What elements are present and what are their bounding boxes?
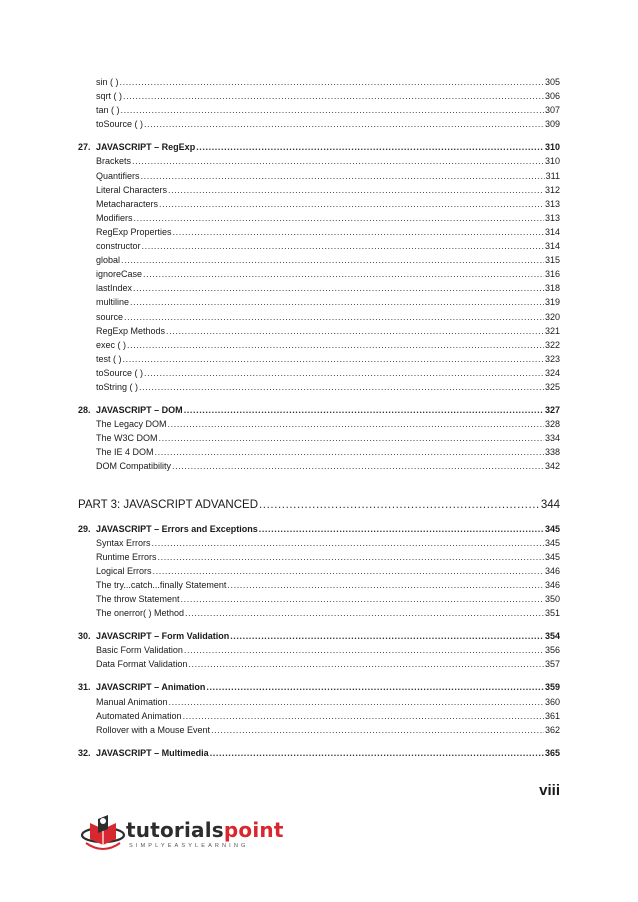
toc-entry[interactable] bbox=[78, 352, 560, 366]
toc-page-number: 306 bbox=[544, 91, 560, 102]
toc-entry-title: RegExp Properties bbox=[96, 226, 172, 237]
chapter-number: 29. bbox=[78, 523, 91, 534]
toc-entry[interactable] bbox=[78, 324, 560, 338]
dot-leader bbox=[168, 183, 544, 197]
chapter-number: 31. bbox=[78, 682, 91, 693]
toc-entry-title: The Legacy DOM bbox=[96, 419, 167, 430]
toc-page-number: 327 bbox=[544, 405, 560, 416]
dot-leader bbox=[133, 281, 544, 295]
toc-entry[interactable] bbox=[78, 366, 560, 380]
toc-entry-title: toSource ( ) bbox=[96, 119, 144, 130]
dot-leader bbox=[206, 680, 544, 694]
chapter-title: JAVASCRIPT – Multimedia bbox=[96, 747, 209, 758]
toc-entry[interactable] bbox=[78, 459, 560, 473]
toc-page-number: 311 bbox=[545, 170, 560, 181]
toc-entry[interactable] bbox=[78, 709, 560, 723]
dot-leader bbox=[142, 239, 544, 253]
chapter-number: 30. bbox=[78, 631, 91, 642]
toc-entry-title: RegExp Methods bbox=[96, 325, 166, 336]
dot-leader bbox=[173, 225, 544, 239]
toc-page-number: 325 bbox=[544, 381, 560, 392]
toc-page-number: 313 bbox=[544, 212, 560, 223]
toc-page-number: 359 bbox=[544, 682, 560, 693]
toc-entry[interactable] bbox=[78, 536, 560, 550]
toc-entry[interactable] bbox=[78, 657, 560, 671]
dot-leader bbox=[144, 366, 544, 380]
toc-page-number: 350 bbox=[544, 594, 560, 604]
toc-page-number: 345 bbox=[544, 537, 560, 548]
toc-entry-title: tan ( ) bbox=[96, 105, 120, 116]
dot-leader bbox=[259, 522, 544, 536]
dot-leader bbox=[196, 140, 544, 154]
toc-entry[interactable] bbox=[78, 310, 560, 324]
chapter-number: 27. bbox=[78, 142, 91, 153]
toc-entry-title: The try...catch...finally Statement bbox=[96, 579, 227, 590]
toc-page-number: 351 bbox=[544, 608, 560, 619]
toc-entry-title: Basic Form Validation bbox=[96, 645, 183, 656]
dot-leader bbox=[210, 746, 544, 760]
toc-page-number: 305 bbox=[544, 77, 560, 87]
toc-entry[interactable] bbox=[78, 564, 560, 578]
toc-entry[interactable] bbox=[78, 253, 560, 267]
toc-entry[interactable] bbox=[78, 643, 560, 657]
toc-entry-title: lastIndex bbox=[96, 283, 133, 294]
chapter-title: JAVASCRIPT – Errors and Exceptions bbox=[96, 523, 258, 534]
toc-page-number: 354 bbox=[544, 631, 560, 642]
toc-entry-title: multiline bbox=[96, 297, 130, 308]
toc-entry-title: The onerror( ) Method bbox=[96, 608, 185, 619]
toc-page-number: 362 bbox=[544, 724, 560, 735]
toc-entry-title bbox=[78, 522, 258, 536]
toc-entry-title bbox=[78, 403, 183, 417]
toc-page-number: 318 bbox=[544, 283, 560, 294]
toc-entry-title: Modifiers bbox=[96, 212, 133, 223]
toc-entry-title: The IE 4 DOM bbox=[96, 447, 154, 458]
toc-page-number: 314 bbox=[544, 226, 560, 237]
toc-chapter[interactable] bbox=[78, 680, 560, 694]
chapter-title: JAVASCRIPT – Animation bbox=[96, 682, 206, 693]
toc-chapter[interactable] bbox=[78, 140, 560, 154]
dot-leader bbox=[121, 103, 544, 117]
toc-entry-title bbox=[78, 629, 229, 643]
toc-part[interactable] bbox=[78, 497, 560, 513]
toc-entry[interactable] bbox=[78, 183, 560, 197]
toc-page-number: 310 bbox=[544, 156, 560, 167]
dot-leader bbox=[143, 267, 544, 281]
dot-leader bbox=[144, 117, 544, 131]
toc-entry[interactable] bbox=[78, 578, 560, 592]
toc-entry-title: exec ( ) bbox=[96, 339, 127, 350]
toc-entry[interactable] bbox=[78, 211, 560, 225]
dot-leader bbox=[230, 629, 544, 643]
dot-leader bbox=[159, 431, 544, 445]
table-of-contents bbox=[78, 75, 560, 760]
dot-leader bbox=[127, 338, 544, 352]
toc-entry[interactable] bbox=[78, 695, 560, 709]
toc-page-number: 312 bbox=[544, 184, 560, 195]
toc-entry-title: Data Format Validation bbox=[96, 659, 188, 670]
toc-chapter[interactable] bbox=[78, 522, 560, 536]
toc-entry[interactable] bbox=[78, 295, 560, 309]
toc-page-number: 316 bbox=[544, 269, 560, 280]
toc-entry-title: Brackets bbox=[96, 156, 132, 167]
toc-entry-title: source bbox=[96, 311, 124, 322]
dot-leader bbox=[184, 643, 544, 657]
toc-page-number: 344 bbox=[540, 498, 560, 511]
toc-entry-title: Quantifiers bbox=[96, 170, 140, 181]
toc-page-number: 345 bbox=[544, 551, 560, 562]
toc-page-number: 310 bbox=[544, 142, 560, 153]
toc-entry[interactable] bbox=[78, 169, 560, 183]
dot-leader bbox=[130, 295, 544, 309]
toc-chapter[interactable] bbox=[78, 629, 560, 643]
dot-leader bbox=[120, 75, 544, 89]
dot-leader bbox=[168, 417, 544, 431]
toc-page-number: 345 bbox=[544, 523, 560, 534]
toc-page-number: 323 bbox=[544, 353, 560, 364]
page-number: viii bbox=[539, 782, 560, 799]
toc-entry[interactable] bbox=[78, 445, 560, 459]
logo-wordmark bbox=[126, 818, 284, 842]
dot-leader bbox=[227, 578, 544, 592]
toc-chapter[interactable] bbox=[78, 746, 560, 760]
toc-page-number: 346 bbox=[544, 579, 560, 590]
dot-leader bbox=[169, 695, 544, 709]
chapter-title: JAVASCRIPT – RegExp bbox=[96, 142, 196, 153]
toc-page-number: 322 bbox=[544, 339, 560, 350]
toc-page-number: 361 bbox=[544, 710, 560, 721]
toc-entry-title bbox=[78, 746, 209, 760]
toc-entry-title: The throw Statement bbox=[96, 594, 180, 604]
toc-page-number: 320 bbox=[544, 311, 560, 322]
dot-leader bbox=[124, 310, 544, 324]
logo-emblem-icon bbox=[80, 809, 126, 857]
toc-entry-title: Manual Animation bbox=[96, 696, 168, 707]
toc-page-number: 315 bbox=[544, 255, 560, 266]
toc-page-number: 365 bbox=[544, 747, 560, 758]
toc-entry[interactable] bbox=[78, 550, 560, 564]
toc-page-number: 313 bbox=[544, 198, 560, 209]
toc-page-number: 328 bbox=[544, 419, 560, 430]
toc-entry[interactable] bbox=[78, 723, 560, 737]
toc-entry[interactable] bbox=[78, 75, 560, 89]
toc-entry[interactable] bbox=[78, 338, 560, 352]
dot-leader bbox=[139, 380, 544, 394]
toc-entry[interactable] bbox=[78, 239, 560, 253]
toc-entry-title: Rollover with a Mouse Event bbox=[96, 724, 211, 735]
dot-leader bbox=[172, 459, 544, 473]
toc-entry-title: toSource ( ) bbox=[96, 367, 144, 378]
dot-leader bbox=[155, 445, 544, 459]
toc-entry[interactable] bbox=[78, 380, 560, 394]
toc-chapter[interactable] bbox=[78, 403, 560, 417]
toc-page-number: 319 bbox=[544, 297, 560, 308]
toc-entry[interactable] bbox=[78, 606, 560, 620]
toc-page-number: 338 bbox=[544, 447, 560, 458]
toc-entry-title bbox=[78, 680, 205, 694]
dot-leader bbox=[121, 253, 544, 267]
dot-leader bbox=[152, 536, 544, 550]
toc-entry[interactable] bbox=[78, 117, 560, 131]
toc-entry[interactable] bbox=[78, 154, 560, 168]
toc-page-number: 342 bbox=[544, 461, 560, 472]
toc-entry-title: DOM Compatibility bbox=[96, 461, 172, 472]
toc-entry[interactable] bbox=[78, 267, 560, 281]
toc-entry-title: Automated Animation bbox=[96, 710, 182, 721]
tutorialspoint-logo[interactable] bbox=[80, 807, 284, 859]
toc-entry-title: constructor bbox=[96, 241, 141, 252]
toc-entry-title: sin ( ) bbox=[96, 77, 119, 87]
toc-entry[interactable] bbox=[78, 281, 560, 295]
toc-page-number: 360 bbox=[544, 696, 560, 707]
toc-entry-title: Syntax Errors bbox=[96, 537, 151, 548]
toc-entry[interactable] bbox=[78, 197, 560, 211]
toc-page-number: 307 bbox=[544, 105, 560, 116]
dot-leader bbox=[159, 197, 544, 211]
dot-leader bbox=[132, 154, 544, 168]
toc-entry-title: Runtime Errors bbox=[96, 551, 157, 562]
dot-leader bbox=[188, 657, 544, 671]
toc-entry[interactable] bbox=[78, 592, 560, 606]
toc-page-number: 321 bbox=[544, 325, 560, 336]
toc-page-number: 356 bbox=[544, 645, 560, 656]
dot-leader bbox=[123, 89, 544, 103]
toc-entry-title: toString ( ) bbox=[96, 381, 139, 392]
dot-leader bbox=[183, 709, 544, 723]
toc-entry-title: Metacharacters bbox=[96, 198, 159, 209]
toc-entry-title: The W3C DOM bbox=[96, 433, 158, 444]
toc-entry[interactable] bbox=[78, 103, 560, 117]
logo-tagline: SIMPLYEASYLEARNING bbox=[129, 843, 249, 849]
toc-page-number: 324 bbox=[544, 367, 560, 378]
dot-leader bbox=[153, 564, 544, 578]
dot-leader bbox=[185, 606, 544, 620]
toc-page-number: 346 bbox=[544, 565, 560, 576]
logo-text-main: tutorials bbox=[126, 818, 224, 842]
dot-leader bbox=[184, 403, 544, 417]
chapter-title: JAVASCRIPT – DOM bbox=[96, 405, 183, 416]
logo-text-accent: point bbox=[223, 818, 284, 842]
toc-page-number: 357 bbox=[544, 659, 560, 670]
toc-entry-title: Literal Characters bbox=[96, 184, 168, 195]
chapter-number: 32. bbox=[78, 747, 91, 758]
dot-leader bbox=[141, 169, 545, 183]
toc-entry-title: PART 3: JAVASCRIPT ADVANCED bbox=[78, 498, 259, 511]
toc-page-number: 314 bbox=[544, 241, 560, 252]
chapter-title: JAVASCRIPT – Form Validation bbox=[96, 631, 230, 642]
toc-page-number: 309 bbox=[544, 119, 560, 130]
chapter-number: 28. bbox=[78, 405, 91, 416]
toc-entry-title: test ( ) bbox=[96, 353, 122, 364]
dot-leader bbox=[181, 592, 544, 606]
toc-entry-title: sqrt ( ) bbox=[96, 91, 122, 102]
dot-leader bbox=[158, 550, 544, 564]
toc-entry[interactable] bbox=[78, 417, 560, 431]
dot-leader bbox=[211, 723, 544, 737]
toc-entry[interactable] bbox=[78, 89, 560, 103]
toc-entry-title: global bbox=[96, 255, 121, 266]
toc-entry-title bbox=[78, 140, 195, 154]
toc-entry[interactable] bbox=[78, 431, 560, 445]
toc-entry[interactable] bbox=[78, 225, 560, 239]
dot-leader bbox=[134, 211, 544, 225]
dot-leader bbox=[259, 497, 540, 513]
toc-page-number: 334 bbox=[544, 433, 560, 444]
toc-entry-title: ignoreCase bbox=[96, 269, 143, 280]
dot-leader bbox=[123, 352, 544, 366]
toc-entry-title: Logical Errors bbox=[96, 565, 152, 576]
dot-leader bbox=[166, 324, 544, 338]
